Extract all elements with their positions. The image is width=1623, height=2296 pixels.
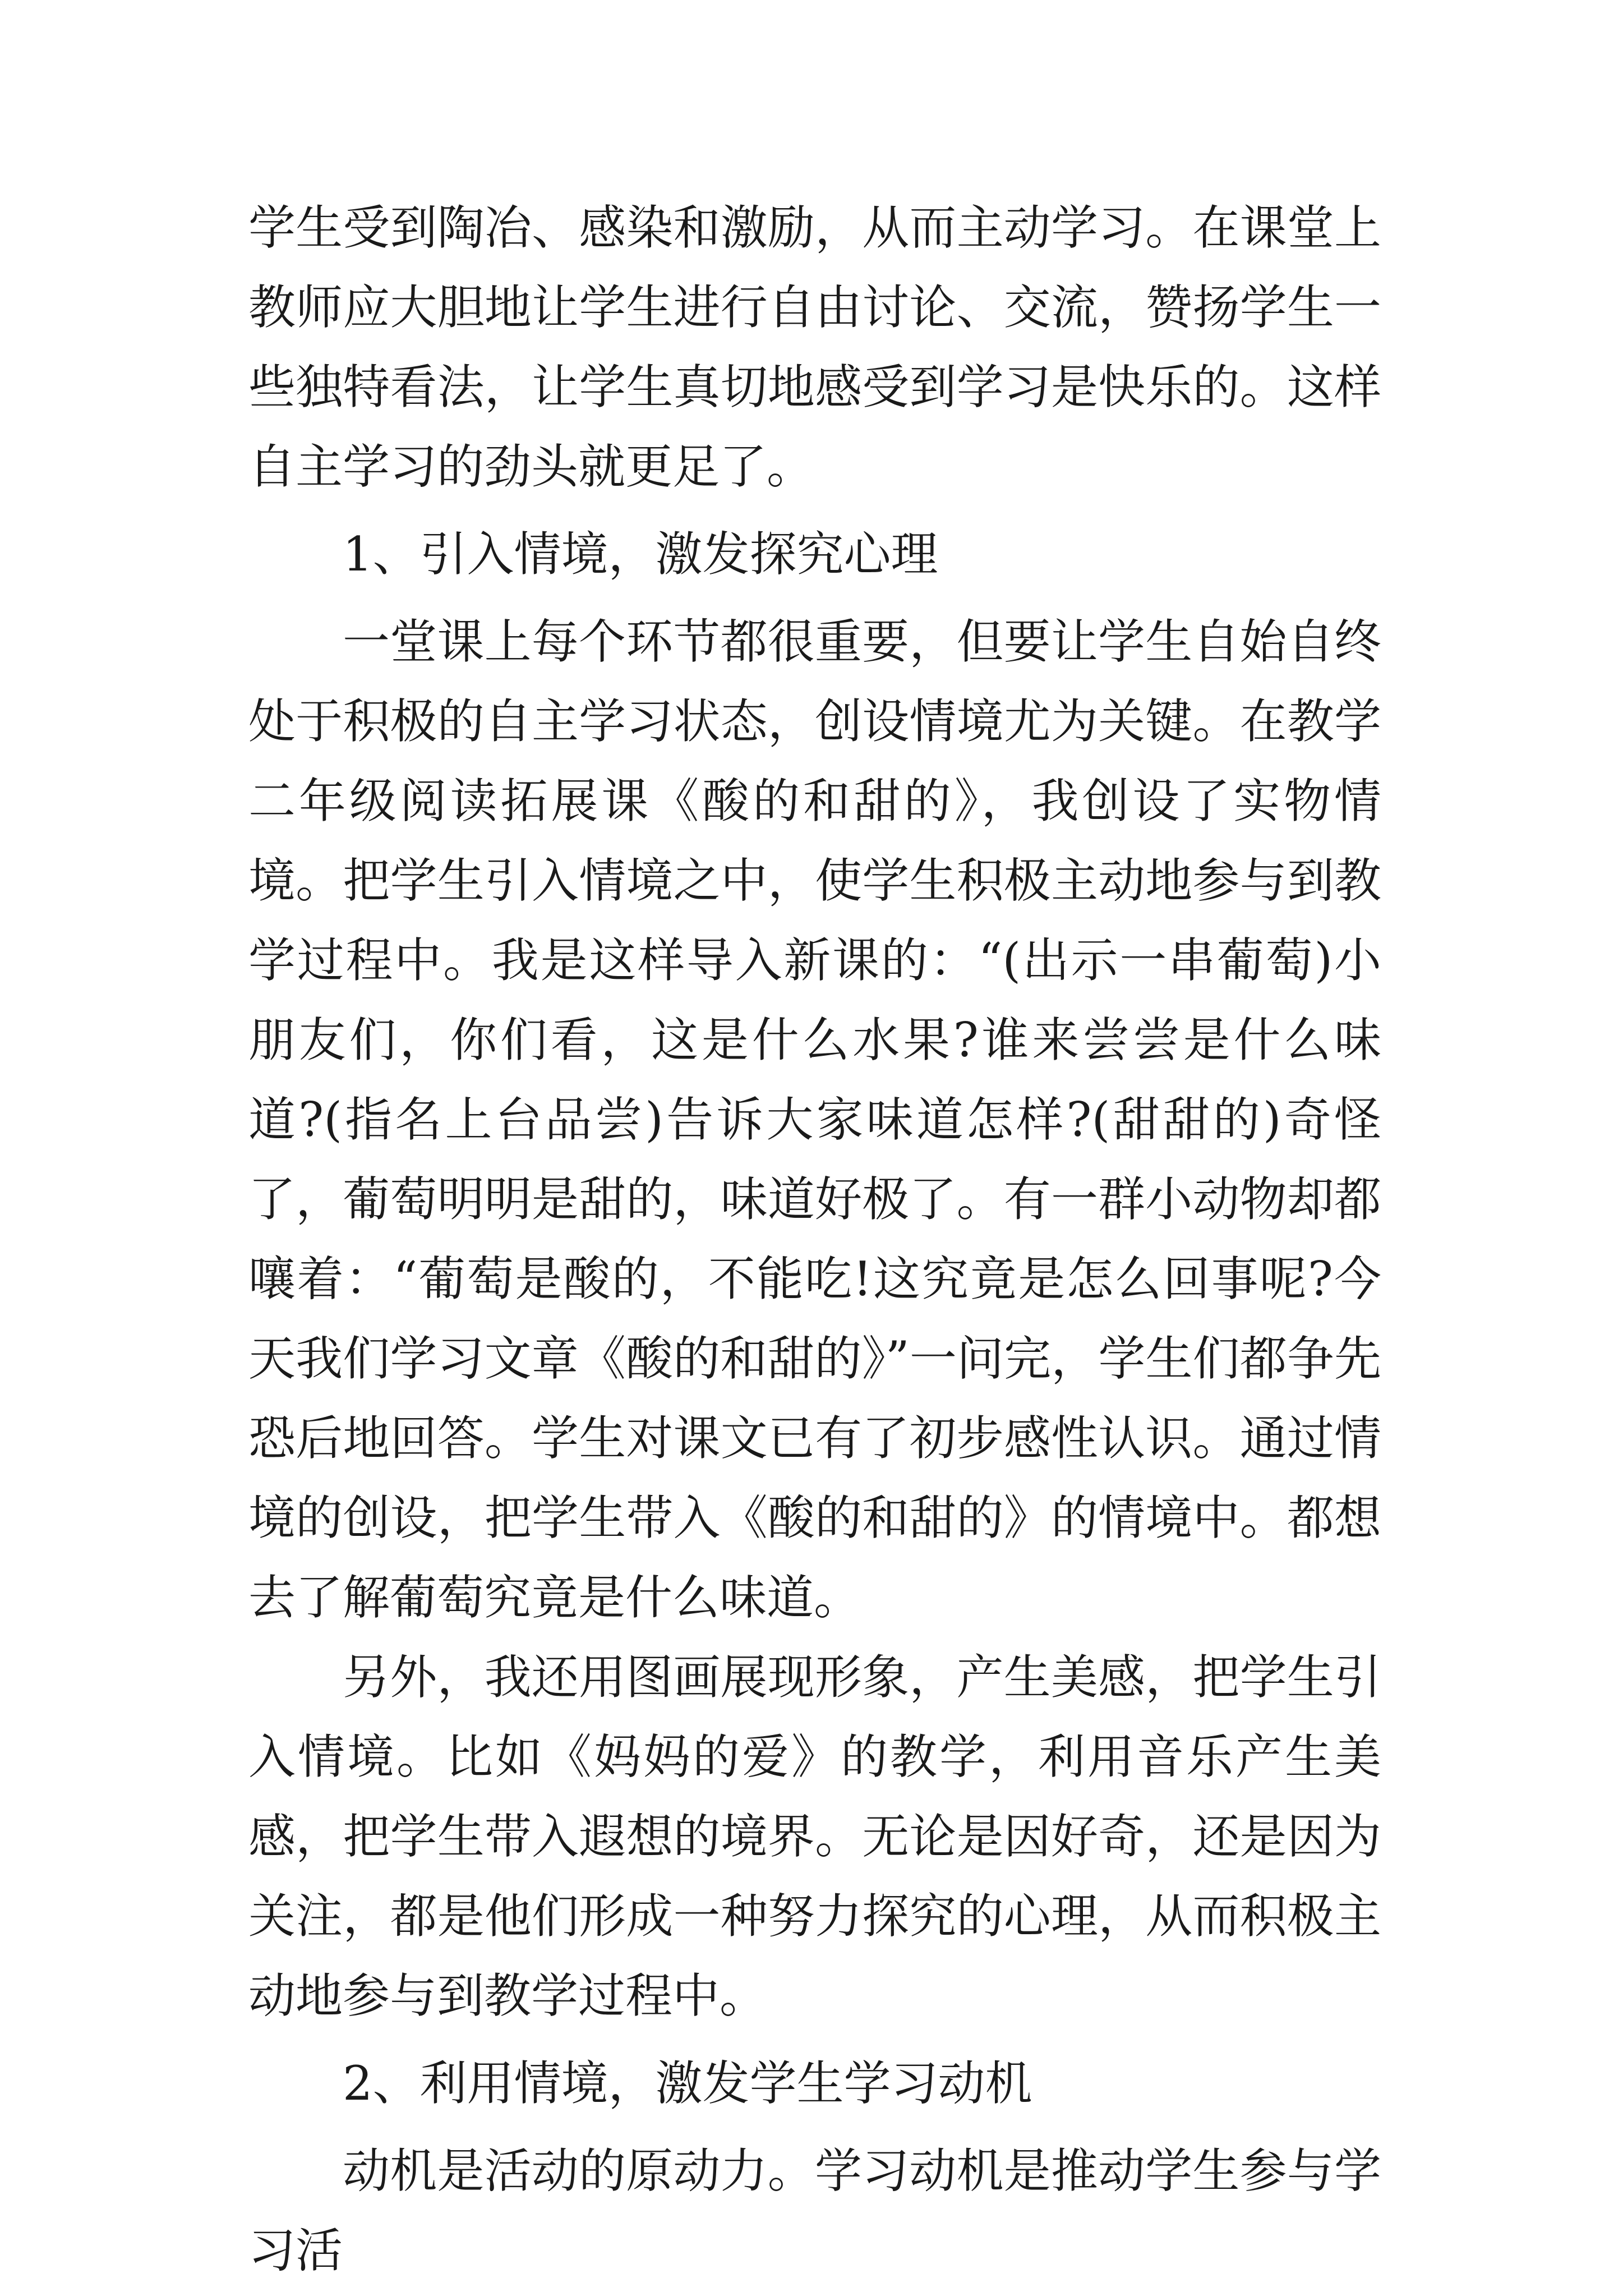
document-body — [248, 188, 1381, 2290]
section-heading-2: 2、利用情境，激发学生学习动机 — [343, 2056, 1032, 2111]
section-heading-1: 1、引入情境，激发探究心理 — [343, 527, 938, 582]
paragraph-continuation: 学生受到陶冶、感染和激励，从而主动学习。在课堂上教师应大胆地让学生进行自由讨论、交流，赞扬学生一些独特看法，让学生真切地感受到学习是快乐的。这样自主学习的劲头就更足了。 — [248, 200, 1381, 494]
paragraph-picture-music: 另外，我还用图画展现形象，产生美感，把学生引入情境。比如《妈妈的爱》的教学，利用音乐产生美感，把学生带入遐想的境界。无论是因好奇，还是因为关注，都是他们形成一种努力探究的心理，从而积极主动地参与到教学过程中。 — [248, 1650, 1381, 2023]
paragraph-situation-example: 一堂课上每个环节都很重要，但要让学生自始自终处于积极的自主学习状态，创设情境尤为关键。在教学二年级阅读拓展课《酸的和甜的》，我创设了实物情境。把学生引入情境之中，使学生积极主动地参与到教学过程中。我是这样导入新课的：“(出示一串葡萄)小朋友们，你们看，这是什么水果?谁来尝尝是什么味道?(指名上台品尝)告诉大家味道怎样?(甜甜的)奇怪了，葡萄明明是甜的，味道好极了。有一群小动物却都嚷着：“葡萄是酸的，不能吃!这究竟是怎么回事呢?今天我们学习文章《酸的和甜的》”一问完，学生们都争先恐后地回答。学生对课文已有了初步感性认识。通过情境的创设，把学生带入《酸的和甜的》的情境中。都想去了解葡萄究竟是什么味道。 — [248, 614, 1381, 1625]
paragraph-motivation: 动机是活动的原动力。学习动机是推动学生参与学习活 — [248, 2143, 1381, 2278]
